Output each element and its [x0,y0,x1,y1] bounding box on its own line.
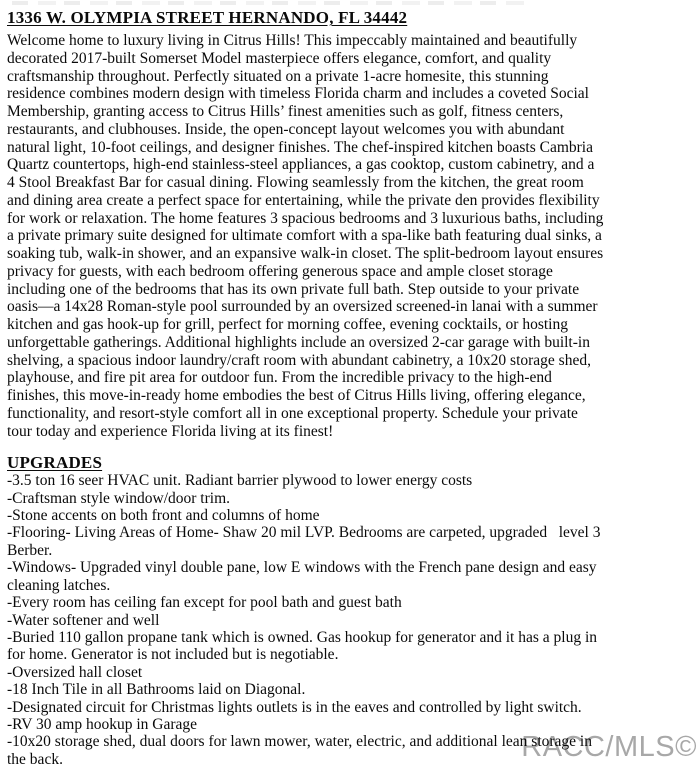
upgrade-line: -Windows- Upgraded vinyl double pane, low E windows with the French pane design and easy [7,559,597,577]
listing-description [7,32,697,440]
description-line: functionality, and resort-style comfort all in one exceptional property. Schedule your private [7,404,578,422]
upgrades-list [7,472,697,768]
description-line: for work or relaxation. The home features 3 spacious bedrooms and 3 luxurious baths, including [7,209,604,227]
description-line: shelving, a spacious indoor laundry/craft room with abundant cabinetry, a 10x20 storage shed, [7,351,591,369]
description-line: finishes, this move-in-ready home embodies the best of Citrus Hills living, offering elegance, [7,387,586,404]
upgrade-line: for home. Generator is not included but is negotiable. [7,646,339,664]
description-line: including one of the bedrooms that has its own private full bath. Step outside to your private [7,280,580,298]
upgrade-line: -10x20 storage shed, dual doors for lawn mower, water, electric, and additional lean storage in [7,733,592,751]
description-line: oasis—a 14x28 Roman-style pool surrounded by an oversized screened-in lanai with a summer [7,298,598,316]
description-line: Quartz countertops, high-end stainless-steel appliances, a gas cooktop, custom cabinetry, and a [7,156,595,174]
upgrade-line: -Water softener and well [7,611,160,629]
description-line: unforgettable gatherings. Additional highlights include an oversized 2-car garage with built-in [7,333,590,351]
upgrade-line: -RV 30 amp hookup in Garage [7,715,198,733]
mls-watermark: RACC/MLS© [521,731,697,763]
description-line: Membership, granting access to Citrus Hills’ finest amenities such as golf, fitness centers, [7,103,564,120]
description-line: a private primary suite designed for ultimate comfort with a spa-like bath featuring dual sinks, a [7,227,602,245]
description-line: residence combines modern design with timeless Florida charm and includes a coveted Social [7,85,589,103]
upgrade-line: -Flooring- Living Areas of Home- Shaw 20 mil LVP. Bedrooms are carpeted, upgraded level 3 [7,524,601,542]
upgrade-line: Berber. [7,541,53,559]
description-line: and dining area create a perfect space for entertaining, while the private den provides flexibility [7,191,600,209]
description-line: tour today and experience Florida living at its finest! [7,422,334,440]
upgrades-heading: UPGRADES [7,453,103,473]
description-line: Welcome home to luxury living in Citrus Hills! This impeccably maintained and beautifully [7,32,578,49]
upgrade-line: -Oversized hall closet [7,663,143,681]
description-line: privacy for guests, with each bedroom offering generous space and ample closet storage [7,262,553,280]
listing-address-title: 1336 W. OLYMPIA STREET HERNANDO, FL 34442 [7,8,408,27]
upgrade-line: -Craftsman style window/door trim. [7,489,230,507]
description-line: soaking tub, walk-in shower, and an expansive walk-in closet. The split-bedroom layout ensures [7,245,604,262]
upgrade-line: -18 Inch Tile in all Bathrooms laid on Diagonal. [7,681,306,699]
upgrade-line: cleaning latches. [7,576,111,594]
upgrade-line: -Buried 110 gallon propane tank which is owned. Gas hookup for generator and it has a plug in [7,628,598,646]
description-line: natural light, 10-foot ceilings, and designer finishes. The chef-inspired kitchen boasts Cambria [7,138,593,156]
description-line: decorated 2017-built Somerset Model masterpiece offers elegance, comfort, and quality [7,49,552,67]
description-line: craftsmanship throughout. Perfectly situated on a private 1-acre homesite, this stunning [7,67,549,85]
description-line: kitchen and gas hook-up for grill, perfect for morning coffee, evening cocktails, or hosting [7,316,568,333]
cropped-line-remnant [12,1,532,5]
description-line: playhouse, and fire pit area for outdoor fun. From the incredible privacy to the high-end [7,369,552,387]
upgrade-line: -Every room has ceiling fan except for pool bath and guest bath [7,594,402,612]
upgrade-line: the back. [7,750,63,768]
description-line: restaurants, and clubhouses. Inside, the open-concept layout welcomes you with abundant [7,120,565,138]
upgrade-line: -Stone accents on both front and columns of home [7,507,320,525]
upgrade-line: -3.5 ton 16 seer HVAC unit. Radiant barrier plywood to lower energy costs [7,472,473,490]
upgrade-line: -Designated circuit for Christmas lights outlets is in the eaves and controlled by light switch. [7,698,582,716]
description-line: 4 Stool Breakfast Bar for casual dining. Flowing seamlessly from the kitchen, the great room [7,174,584,191]
